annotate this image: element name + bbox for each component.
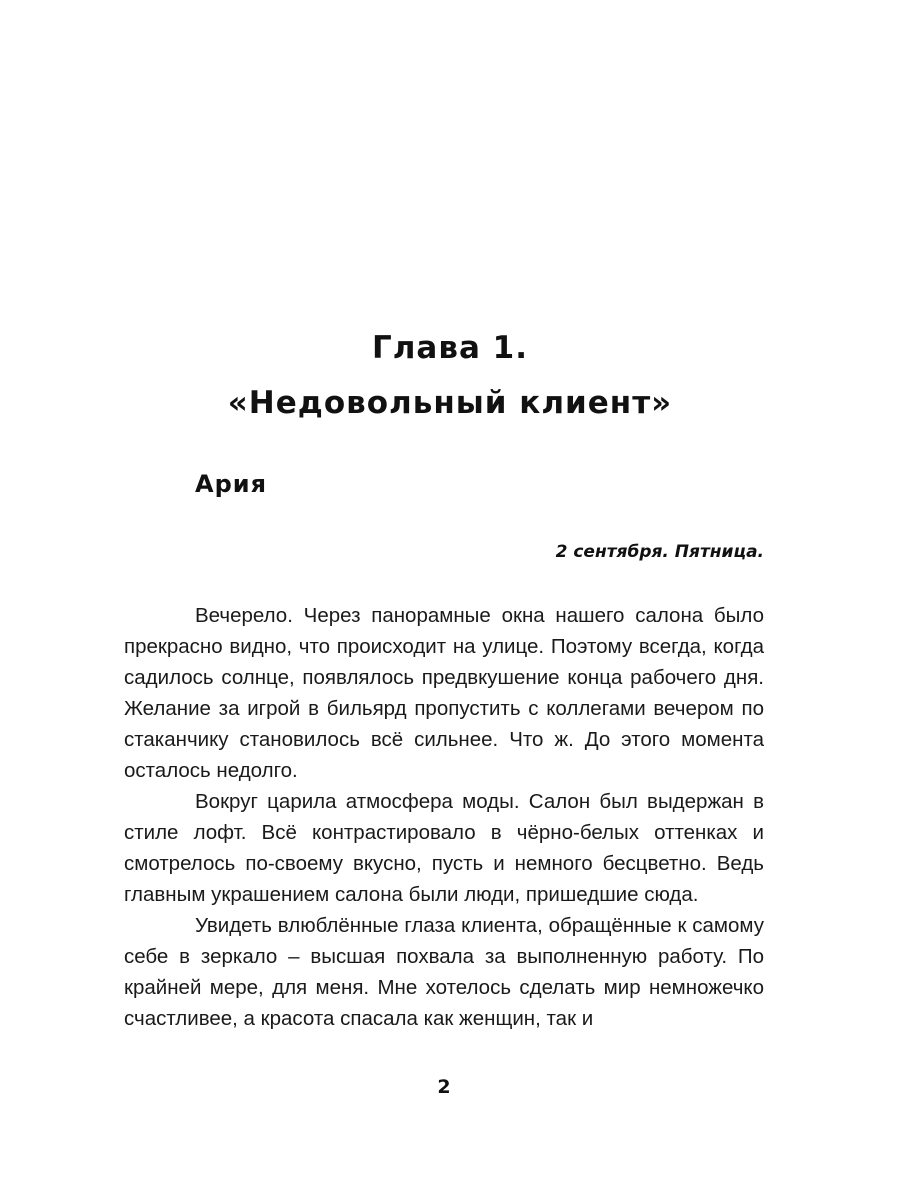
paragraph-3: Увидеть влюблённые глаза клиента, обращённые к самому себе в зеркало – высшая похвала за выполненную работу. По крайней мере, для меня. Мне хотелось сделать мир немножечко счастливее, а красота спасала как женщин, так и xyxy=(124,914,764,1030)
pov-character-name: Ария xyxy=(195,470,267,498)
chapter-title-name: «Недовольный клиент» xyxy=(227,385,673,421)
date-line: 2 сентября. Пятница. xyxy=(555,542,764,562)
chapter-title-number: Глава 1. xyxy=(371,330,529,366)
body-text xyxy=(124,600,764,1034)
paragraph-1: Вечерело. Через панорамные окна нашего салона было прекрасно видно, что происходит на улице. Поэтому всегда, когда садилось солнце, появлялось предвкушение конца рабочего дня. Желание за игрой в бильярд пропустить с коллегами вечером по стаканчику становилось всё сильнее. Что ж. До этого момента осталось недолго. xyxy=(124,604,764,782)
page-number: 2 xyxy=(437,1076,451,1098)
paragraph-2: Вокруг царила атмосфера моды. Салон был выдержан в стиле лофт. Всё контрастировало в чёрно-белых оттенках и смотрелось по-своему вкусно, пусть и немного бесцветно. Ведь главным украшением салона были люди, пришедшие сюда. xyxy=(124,790,764,906)
